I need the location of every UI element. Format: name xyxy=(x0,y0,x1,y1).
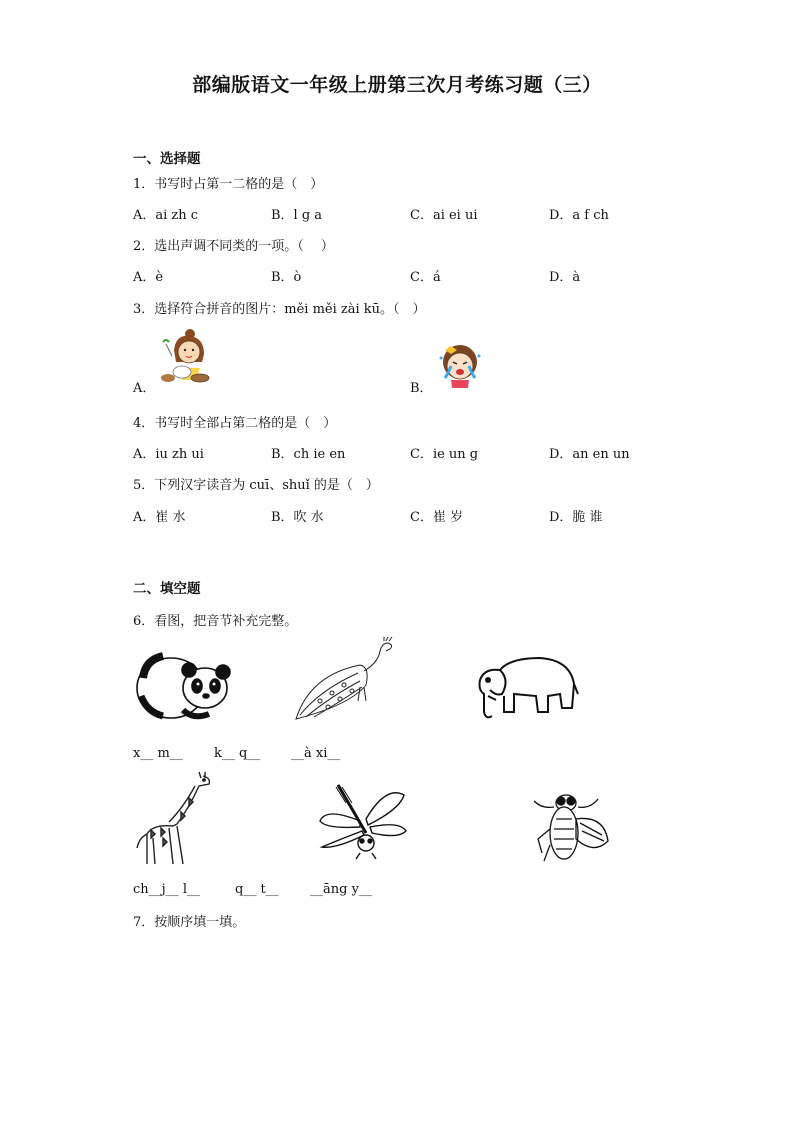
q3-option-b[interactable]: B． xyxy=(410,381,433,396)
blank-elephant[interactable]: __à xi__ xyxy=(291,746,341,761)
blank-panda[interactable]: x__ m__ xyxy=(133,746,183,761)
section-heading-choice: 一、选择题 xyxy=(133,151,201,167)
question-5: 5．下列汉字读音为 cuī、shuǐ 的是（ ） xyxy=(133,478,379,493)
blank-peacock[interactable]: k__ q__ xyxy=(214,746,261,761)
q1-option-a[interactable]: A．ai zh c xyxy=(133,208,199,223)
q5-option-c[interactable]: C．崔 岁 xyxy=(410,510,464,525)
girl-crying-icon xyxy=(435,338,485,390)
panda-icon xyxy=(133,648,233,723)
peacock-icon xyxy=(290,635,398,725)
giraffe-icon xyxy=(133,768,215,868)
q4-option-b[interactable]: B．ch ie en xyxy=(271,447,346,462)
question-1: 1．书写时占第一二格的是（ ） xyxy=(133,177,324,192)
girl-eating-icon xyxy=(160,328,212,386)
q4-option-a[interactable]: A．iu zh ui xyxy=(133,447,204,462)
q2-option-c[interactable]: C．á xyxy=(410,270,441,285)
q4-option-c[interactable]: C．ie un g xyxy=(410,447,479,462)
q1-option-d[interactable]: D．a f ch xyxy=(549,208,609,223)
blank-dragonfly[interactable]: q__ t__ xyxy=(235,882,279,897)
q5-option-a[interactable]: A．崔 水 xyxy=(133,510,186,525)
question-7: 7．按顺序填一填。 xyxy=(133,915,246,930)
q3-option-a[interactable]: A． xyxy=(133,381,156,396)
q4-option-d[interactable]: D．an en un xyxy=(549,447,630,462)
question-3: 3．选择符合拼音的图片：měi měi zài kū。（ ） xyxy=(133,302,426,317)
question-6: 6．看图，把音节补充完整。 xyxy=(133,614,298,629)
q1-option-b[interactable]: B．l g a xyxy=(271,208,323,223)
q5-option-d[interactable]: D．脆 谁 xyxy=(549,510,603,525)
dragonfly-icon xyxy=(316,781,408,863)
blank-fly[interactable]: __āng y__ xyxy=(310,882,372,897)
elephant-icon xyxy=(470,650,582,728)
blank-giraffe[interactable]: ch__j__ l__ xyxy=(133,882,200,897)
q5-option-b[interactable]: B．吹 水 xyxy=(271,510,324,525)
q2-option-b[interactable]: B．ò xyxy=(271,270,302,285)
fly-icon xyxy=(528,789,610,869)
question-2: 2．选出声调不同类的一项。（ ） xyxy=(133,239,334,254)
page-title: 部编版语文一年级上册第三次月考练习题（三） xyxy=(192,74,602,96)
q2-option-d[interactable]: D．à xyxy=(549,270,581,285)
section-heading-fill: 二、填空题 xyxy=(133,581,201,597)
question-4: 4．书写时全部占第二格的是（ ） xyxy=(133,416,337,431)
q1-option-c[interactable]: C．ai ei ui xyxy=(410,208,478,223)
q2-option-a[interactable]: A．è xyxy=(133,270,164,285)
